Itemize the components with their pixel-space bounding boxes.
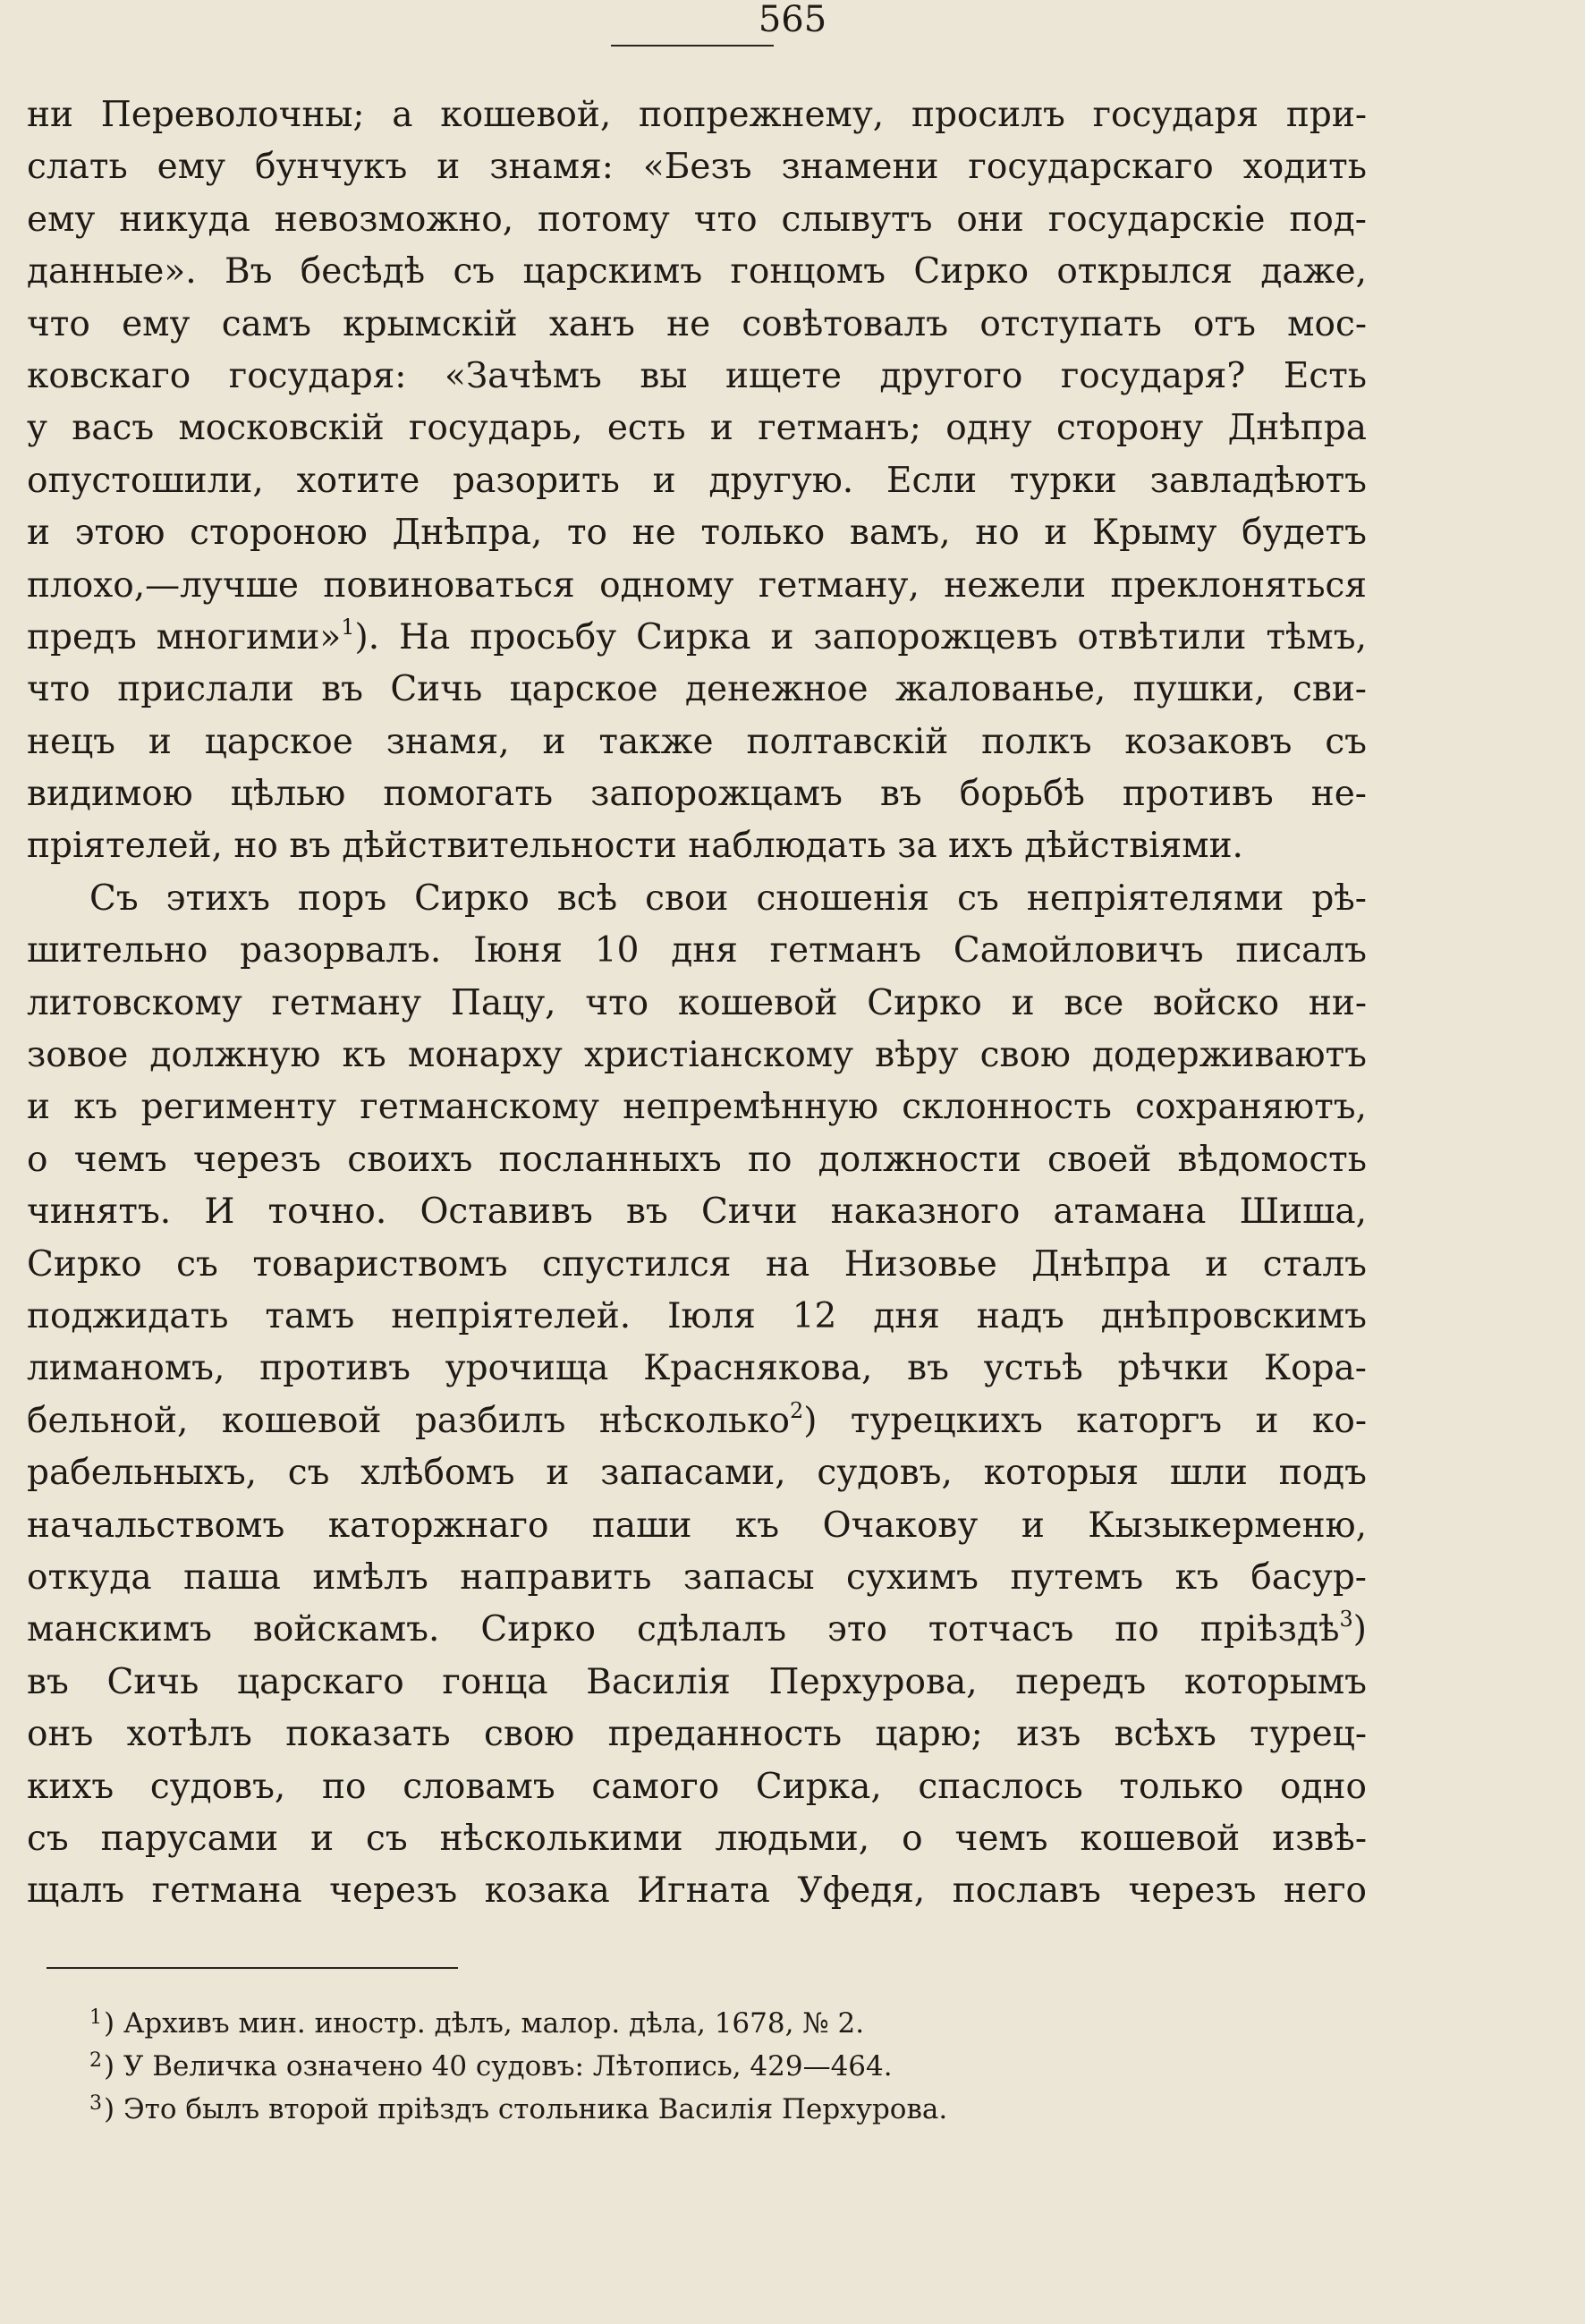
line-text: опустошили, хотите разорить и другую. Если турки завладѣютъ [27, 460, 1367, 501]
footnote-text: ) Архивъ мин. иностр. дѣлъ, малор. дѣла, 1678, № 2. [104, 2007, 865, 2040]
text-line [27, 978, 1367, 1030]
text-line [27, 1500, 1367, 1552]
text-line [27, 1186, 1367, 1238]
footnote-text: ) У Величка означено 40 судовъ: Лѣтопись, 429—464. [104, 2050, 893, 2082]
line-text: плохо,—лучше повиноваться одному гетману, нежели преклоняться [27, 564, 1367, 606]
footnote-mark: 3 [89, 2092, 102, 2115]
text-line [27, 1395, 1367, 1447]
line-text: видимою цѣлью помогать запорожцамъ въ борьбѣ противъ не- [27, 774, 1367, 815]
line-text: Сирко съ товариствомъ спустился на Низовье Днѣпра и сталъ [27, 1243, 1367, 1285]
line-text: чинятъ. И точно. Оставивъ въ Сичи наказного атамана Шиша, [27, 1192, 1367, 1233]
line-text: что прислали въ Сичь царское денежное жалованье, пушки, сви- [27, 669, 1367, 710]
line-text: откуда паша имѣлъ направить запасы сухимъ путемъ къ басур- [27, 1556, 1367, 1598]
text-line [27, 1239, 1367, 1291]
text-line [27, 925, 1367, 977]
text-line [27, 1813, 1367, 1865]
text-line [27, 873, 1367, 925]
line-text: у васъ московскій государь, есть и гетманъ; одну сторону Днѣпра [27, 408, 1367, 449]
line-text: и къ регименту гетманскому непремѣнную склонность сохраняютъ, [27, 1087, 1367, 1128]
text-line [27, 664, 1367, 716]
page-number: 565 [758, 0, 827, 40]
header-rule [611, 45, 774, 47]
text-line [27, 299, 1367, 351]
text-line [27, 455, 1367, 507]
text-line [27, 1081, 1367, 1133]
footnotes [89, 1997, 1252, 2125]
text-line [27, 194, 1367, 246]
line-text: манскимъ войскамъ. Сирко сдѣлалъ это тотчасъ по пріѣздѣ [27, 1609, 1340, 1650]
body-text [27, 89, 1367, 1918]
text-line [27, 717, 1367, 768]
line-text: онъ хотѣлъ показать свою преданность царю; изъ всѣхъ турец- [27, 1714, 1367, 1755]
line-text-after: ). На просьбу Сирка и запорожцевъ отвѣтили тѣмъ, [354, 616, 1367, 657]
text-line [27, 560, 1367, 612]
line-text: нецъ и царское знамя, и также полтавскій полкъ козаковъ съ [27, 721, 1367, 762]
footnote-ref: 1 [341, 614, 355, 640]
line-text: и этою стороною Днѣпра, то не только вамъ, но и Крыму будетъ [27, 513, 1367, 554]
line-text-after: ) [1352, 1609, 1367, 1650]
line-text: въ Сичь царскаго гонца Василія Перхурова, передъ которымъ [27, 1661, 1367, 1702]
line-text: рабельныхъ, съ хлѣбомъ и запасами, судовъ, которыя шли подъ [27, 1453, 1367, 1494]
text-line [27, 1865, 1367, 1917]
line-text: зовое должную къ монарху христіанскому вѣру свою додерживаютъ [27, 1035, 1367, 1076]
footnote [89, 1997, 1252, 2040]
text-line [27, 1343, 1367, 1395]
text-line [27, 612, 1367, 664]
text-line [27, 1134, 1367, 1186]
line-text: о чемъ черезъ своихъ посланныхъ по должности своей вѣдомость [27, 1139, 1367, 1180]
line-text: предъ многими» [27, 616, 342, 657]
line-text: ковскаго государя: «Зачѣмъ вы ищете другого государя? Есть [27, 355, 1367, 396]
footnote [89, 2082, 1252, 2125]
line-text: начальствомъ каторжнаго паши къ Очакову и Кызыкерменю, [27, 1505, 1367, 1546]
footnote-mark: 1 [89, 2006, 102, 2029]
text-line [27, 820, 1367, 872]
text-line [27, 403, 1367, 454]
line-text: поджидать тамъ непріятелей. Іюля 12 дня надъ днѣпровскимъ [27, 1295, 1367, 1336]
text-line [27, 1709, 1367, 1760]
text-line [27, 507, 1367, 559]
text-line [27, 141, 1367, 193]
text-line [27, 1030, 1367, 1081]
line-text: пріятелей, но въ дѣйствительности наблюдать за ихъ дѣйствіями. [27, 826, 1243, 867]
text-line [27, 1604, 1367, 1656]
footnote [89, 2040, 1252, 2082]
footnote-mark: 2 [89, 2049, 102, 2072]
line-text: литовскому гетману Пацу, что кошевой Сирко и все войско ни- [27, 982, 1367, 1023]
line-text: съ парусами и съ нѣсколькими людьми, о чемъ кошевой извѣ- [27, 1818, 1367, 1859]
footnote-rule [47, 1967, 458, 1969]
line-text-after: ) турецкихъ каторгъ и ко- [803, 1400, 1367, 1441]
line-text: кихъ судовъ, по словамъ самого Сирка, спаслось только одно [27, 1766, 1367, 1807]
text-line [27, 1447, 1367, 1499]
footnote-ref: 2 [790, 1397, 804, 1423]
line-text: щалъ гетмана черезъ козака Игната Уфедя, пославъ черезъ него [27, 1870, 1367, 1912]
text-line [27, 1761, 1367, 1813]
text-line [27, 1552, 1367, 1604]
text-line [27, 1657, 1367, 1709]
line-text: что ему самъ крымскій ханъ не совѣтовалъ отступать отъ мос- [27, 303, 1367, 344]
text-line [27, 89, 1367, 141]
line-text: лиманомъ, противъ урочища Краснякова, въ устьѣ рѣчки Кора- [27, 1348, 1367, 1389]
text-line [27, 351, 1367, 403]
text-line [27, 246, 1367, 298]
line-text: ему никуда невозможно, потому что слывутъ они государскіе под- [27, 199, 1367, 240]
line-text: бельной, кошевой разбилъ нѣсколько [27, 1400, 790, 1441]
text-line [27, 768, 1367, 820]
line-text: ни Переволочны; а кошевой, попрежнему, просилъ государя при- [27, 95, 1367, 135]
line-text: слать ему бунчукъ и знамя: «Безъ знамени государскаго ходить [27, 147, 1367, 188]
footnote-text: ) Это былъ второй пріѣздъ стольника Василія Перхурова. [104, 2093, 948, 2125]
line-text: Съ этихъ поръ Сирко всѣ свои сношенія съ непріятелями рѣ- [89, 878, 1367, 919]
text-line [27, 1291, 1367, 1343]
line-text: данные». Въ бесѣдѣ съ царскимъ гонцомъ Сирко открылся даже, [27, 251, 1367, 293]
line-text: шительно разорвалъ. Іюня 10 дня гетманъ Самойловичъ писалъ [27, 930, 1367, 971]
footnote-ref: 3 [1339, 1607, 1353, 1633]
